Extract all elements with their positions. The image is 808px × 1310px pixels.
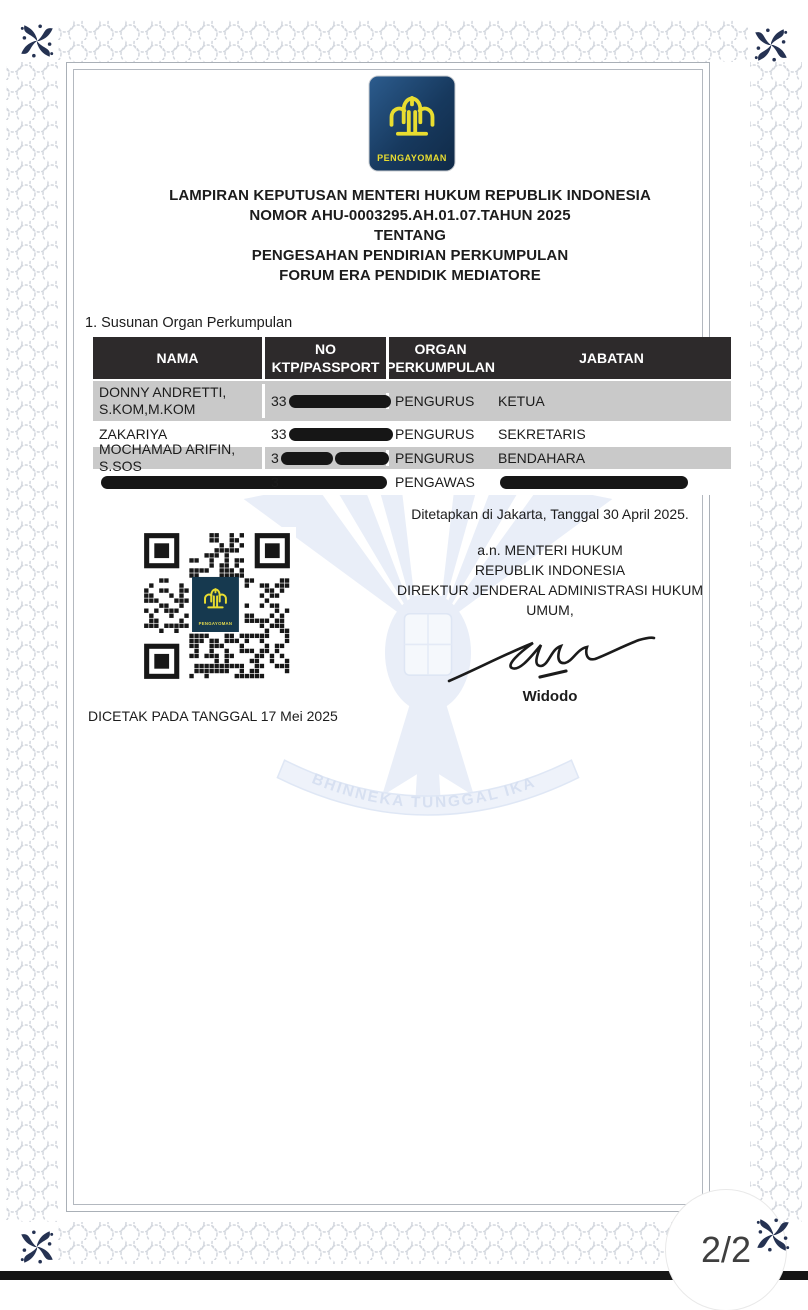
cell-no-ktp: 33 (265, 426, 389, 442)
cell-nama: ZAKARIYA (93, 426, 265, 443)
cell-jabatan: BENDAHARA (498, 450, 586, 466)
logo-caption: PENGAYOMAN (377, 153, 447, 163)
title-line-2: NOMOR AHU-0003295.AH.01.07.TAHUN 2025 (249, 207, 571, 224)
header-jabatan: JABATAN (579, 350, 644, 366)
redaction-bar (281, 476, 387, 489)
cell-jabatan: SEKRETARIS (498, 426, 586, 442)
table-row (93, 381, 731, 423)
cell-no-ktp: 33 (265, 393, 389, 409)
cell-nama-redacted (93, 476, 265, 489)
header-nama: NAMA (93, 337, 265, 379)
issuance-block (390, 506, 710, 705)
title-line-5: FORUM ERA PENDIDIK MEDIATORE (279, 267, 541, 284)
redaction-bar (281, 452, 333, 465)
qr-center-logo (192, 577, 239, 632)
header-organ: ORGAN PERKUMPULAN (386, 341, 495, 375)
corner-ornament-bottom-left (21, 1231, 53, 1264)
signature-scribble (443, 623, 658, 687)
redaction-bar (335, 452, 389, 465)
section-label: 1. Susunan Organ Perkumpulan (85, 315, 293, 331)
cell-no-ktp: 3 (265, 450, 389, 466)
cell-no-ktp: 3 (265, 474, 389, 490)
cell-nama: MOCHAMAD ARIFIN, S.SOS (93, 441, 265, 475)
corner-ornament-bottom-right (750, 1210, 796, 1256)
page-indicator: 2/2 (700, 1229, 752, 1270)
table-row (93, 471, 731, 495)
signer-name: Widodo (522, 688, 578, 705)
cell-organ: PENGURUS (395, 393, 475, 409)
cell-jabatan: KETUA (498, 393, 545, 409)
organization-table (93, 337, 731, 495)
cell-jabatan-redacted (492, 476, 731, 489)
decree-title-block (90, 186, 730, 286)
watermark-text: BHINNEKA TUNGGAL IKA (309, 770, 539, 812)
title-line-1: LAMPIRAN KEPUTUSAN MENTERI HUKUM REPUBLIK INDONESIA (169, 187, 651, 204)
corner-ornament-top-right (755, 29, 787, 62)
cell-nama: DONNY ANDRETTI, S.KOM,M.KOM (93, 384, 265, 418)
printed-date-note: DICETAK PADA TANGGAL 17 Mei 2025 (88, 708, 338, 724)
header-no-ktp: NO KTP/PASSPORT (265, 337, 389, 379)
redaction-bar (289, 395, 391, 408)
table-header-row (93, 337, 731, 381)
issuance-country: REPUBLIK INDONESIA (474, 562, 626, 578)
table-row (93, 441, 731, 474)
redaction-bar (289, 428, 393, 441)
qr-code (138, 527, 296, 685)
cell-organ: PENGURUS (395, 450, 475, 466)
pengayoman-logo (368, 75, 456, 172)
cell-organ: PENGURUS (395, 426, 475, 442)
issuance-place-date: Ditetapkan di Jakarta, Tanggal 30 April 2025. (411, 506, 689, 522)
qr-logo-caption: PENGAYOMAN (198, 620, 233, 626)
issuance-official-title: DIREKTUR JENDERAL ADMINISTRASI HUKUM UMUM, (397, 582, 703, 618)
cell-organ: PENGAWAS (395, 474, 475, 490)
redaction-bar (500, 476, 688, 489)
title-line-3: TENTANG (373, 227, 447, 244)
issuance-on-behalf: a.n. MENTERI HUKUM (477, 542, 623, 558)
title-line-4: PENGESAHAN PENDIRIAN PERKUMPULAN (251, 247, 569, 264)
corner-ornament-top-left (21, 25, 53, 58)
